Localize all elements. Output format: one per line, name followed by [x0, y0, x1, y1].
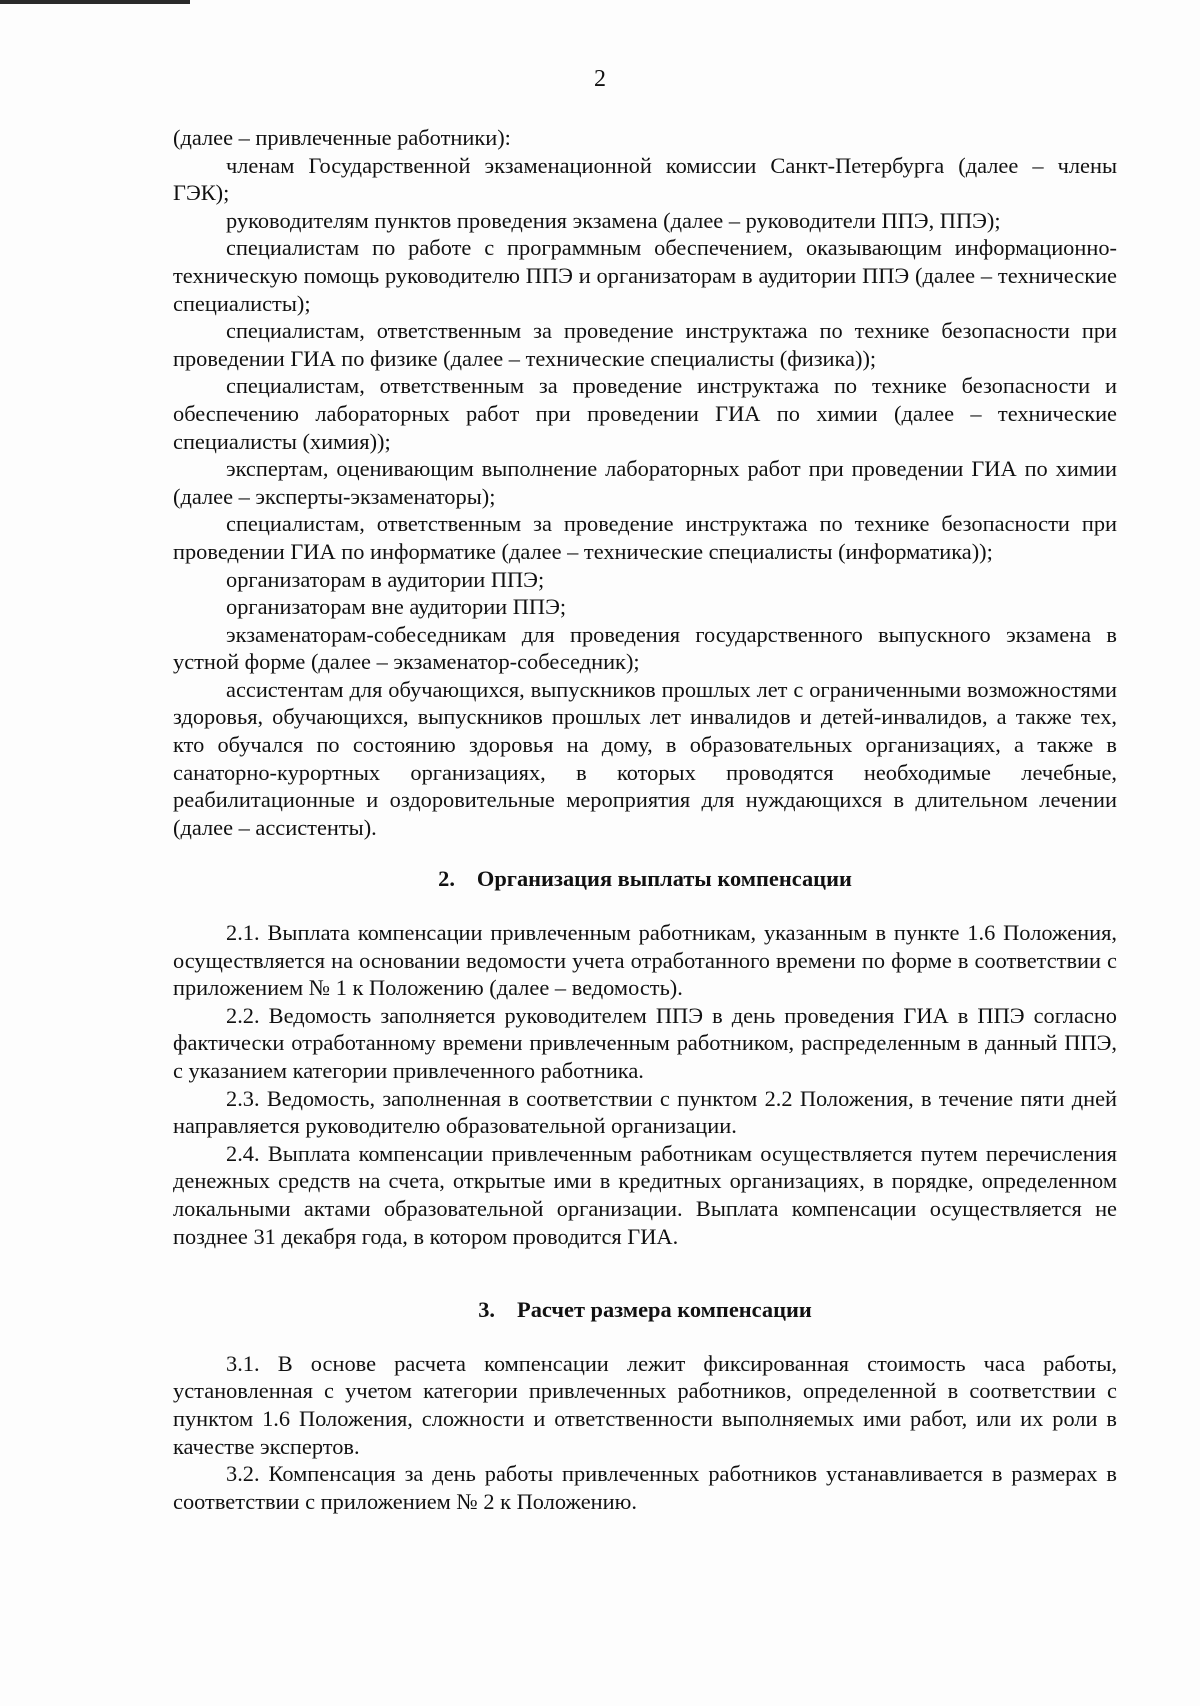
list-item-ppe-heads: руководителям пунктов проведения экзамена (далее – руководители ППЭ, ППЭ); [226, 207, 1001, 233]
section-3-title: Расчет размера компенсации [517, 1297, 812, 1323]
list-item-organizers-out: организаторам вне аудитории ППЭ; [226, 594, 567, 620]
clause-2-2: 2.2. Ведомость заполняется руководителем ППЭ в день проведения ГИА в ППЭ согласно фактически отработанному времени привлеченным работником, распределенным в данный ППЭ, с указанием категории привлеченного работника. [173, 1002, 1117, 1083]
list-item-physics-specialists: специалистам, ответственным за проведение инструктажа по технике безопасности при проведении ГИА по физике (далее – технические специалисты (физика)); [173, 318, 1117, 371]
list-item-chemistry-specialists: специалистам, ответственным за проведение инструктажа по технике безопасности и обеспечению лабораторных работ при проведении ГИА по химии (далее – технические специалисты (химия)); [173, 373, 1117, 454]
section-2-title: Организация выплаты компенсации [476, 866, 852, 892]
list-item-experts: экспертам, оценивающим выполнение лабораторных работ при проведении ГИА по химии (далее – эксперты-экзаменаторы); [173, 456, 1117, 509]
intro-paragraph: (далее – привлеченные работники): [173, 125, 511, 150]
document-body [173, 124, 1117, 1515]
clause-2-4: 2.4. Выплата компенсации привлеченным работникам осуществляется путем перечисления денежных средств на счета, открытые ими в кредитных организациях, в порядке, определенном локальными актами образовательной организации. Выплата компенсации осуществляется не позднее 31 декабря года, в котором проводится ГИА. [173, 1140, 1117, 1249]
list-item-organizers-in: организаторам в аудитории ППЭ; [226, 566, 545, 592]
scan-artifact-line [0, 0, 190, 4]
section-3-number: 3. [478, 1297, 496, 1323]
list-item-examiners: экзаменаторам-собеседникам для проведения государственного выпускного экзамена в устной форме (далее – экзаменатор-собеседник); [173, 621, 1117, 675]
clause-2-1: 2.1. Выплата компенсации привлеченным работникам, указанным в пункте 1.6 Положения, осуществляется на основании ведомости учета отработанного времени по форме в соответствии с приложением № 1 к Положению (далее – ведомость). [173, 920, 1117, 1001]
clause-3-1: 3.1. В основе расчета компенсации лежит фиксированная стоимость часа работы, установленная с учетом категории привлеченных работников, определенной в соответствии с пунктом 1.6 Положения, сложности и ответственности выполняемых ими работ, или их роли в качестве экспертов. [173, 1350, 1117, 1459]
clause-3-2: 3.2. Компенсация за день работы привлеченных работников устанавливается в размерах в соответствии с приложением № 2 к Положению. [173, 1461, 1117, 1514]
list-item-informatics-specialists: специалистам, ответственным за проведение инструктажа по технике безопасности при проведении ГИА по информатике (далее – технические специалисты (информатика)); [173, 511, 1117, 564]
clause-2-3: 2.3. Ведомость, заполненная в соответствии с пунктом 2.2 Положения, в течение пяти дней направляется руководителю образовательной организации. [173, 1085, 1117, 1139]
list-item-tech-specialists: специалистам по работе с программным обеспечением, оказывающим информационно-техническую помощь руководителю ППЭ и организаторам в аудитории ППЭ (далее – технические специалисты); [173, 235, 1117, 316]
list-item-gek: членам Государственной экзаменационной комиссии Санкт-Петербурга (далее – члены ГЭК); [173, 152, 1117, 206]
section-2-number: 2. [438, 866, 455, 892]
section-2-heading [173, 865, 1117, 893]
page-number: 2 [594, 66, 606, 92]
section-3-heading [173, 1296, 1117, 1324]
list-item-assistants: ассистентам для обучающихся, выпускников прошлых лет с ограниченными возможностями здоровья, обучающихся, выпускников прошлых лет инвалидов и детей-инвалидов, а также тех, кто обучался по состоянию здоровья на дому, в образовательных организациях, а также в санаторно-курортных организациях, в которых проводятся необходимые лечебные, реабилитационные и оздоровительные мероприятия для нуждающихся в длительном лечении (далее – ассистенты). [173, 676, 1117, 840]
